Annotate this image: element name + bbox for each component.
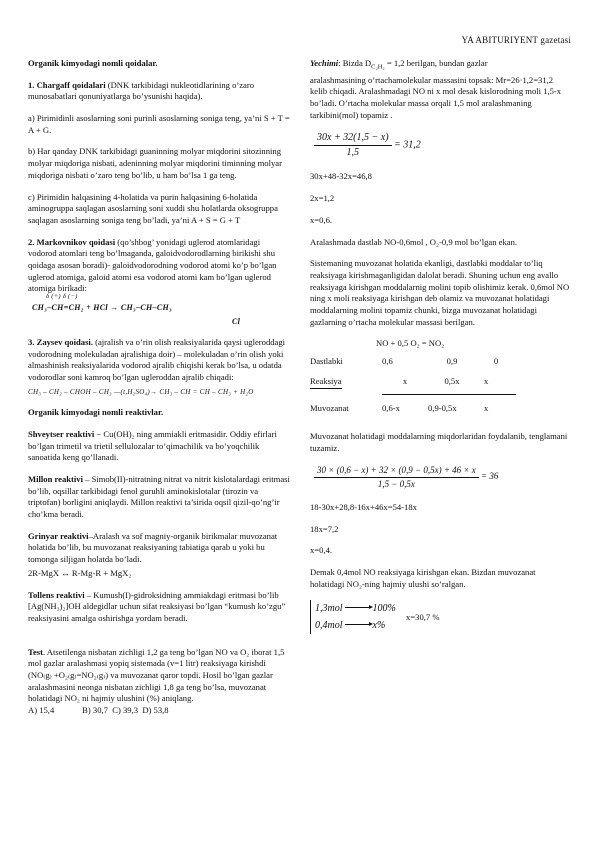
proportion — [310, 600, 396, 634]
cell-no2: 0 — [493, 356, 499, 367]
final-result: x=30,7 % — [406, 612, 440, 623]
newspaper-header: YA ABITURIYENT gazetasi — [461, 35, 571, 45]
step-6: x=0,4. — [310, 545, 333, 556]
chargaff-paragraph — [28, 80, 290, 103]
step-5: 18x=7,2 — [310, 523, 339, 534]
arrow-icon — [345, 624, 371, 625]
cell-no2: x — [484, 403, 489, 414]
markovnikov-charges: δ (+) δ (−) — [46, 293, 78, 300]
rules-title: Organik kimyodagi nomli qoidalar. — [28, 58, 158, 68]
millon-paragraph — [28, 474, 290, 521]
markovnikov-equation-block — [28, 293, 290, 329]
cell-no2: x — [476, 374, 516, 395]
test-text: . Atsetilenga nisbatan zichligi 1,2 ga teng bo’lgan NO va O₂ iborat 1,5 mol gazlar aralashmasi yopiq sistemada (v=1 litr) reaksiyaga kirishdi (NO₍g₎ +O₂₍g₎=NO₂₍g₎) va muvozanat qaror topdi. Hosil bo’lgan gazlar aralashmasini neonga nisbatan zichligi 1,8 ga teng bo’lsa, muvozanat holatidagi NO₂ ni hajmiy ulushini (%) aniqlang. — [28, 646, 285, 704]
solution-paragraph-1: aralashmasining o’rtachamolekular massasini topsak: Mr=26·1,2=31,2 kelib chiqadi. Aralashmadagi NO ni x mol desak kislorodning moli 1,5-x bo’ladi. O’rtacha molekular massa orqali 1,5 mol aralashmaning tarkibini(mol) topamiz . — [310, 74, 562, 120]
proportion-block — [310, 600, 572, 644]
left-column — [28, 58, 290, 727]
equation-1-denominator: 1,5 — [346, 146, 360, 158]
millon-text: – Simob(II)-nitratning nitrat va nitrit kislotalardagi eritmasi bo’lib, oqsillar tarkibidagi fenol guruhli aminokislotalar (tirozin va triptofan) borligini aniqlaydi. Millon reaktivi ta’sirida oqsil qizil-qo’ng’ir cho’kma beradi. — [28, 474, 290, 520]
row-label: Muvozanat — [310, 402, 349, 413]
markovnikov-chlorine: Cl — [232, 317, 241, 326]
test-label: Test — [28, 646, 43, 657]
proportion-2-left: 0,4mol — [315, 620, 343, 632]
solution-paragraph-4: Muvozanat holatidagi moddalarning miqdorlaridan foydalanib, tenglamani tuzamiz. — [310, 431, 568, 453]
equation-1-fraction — [314, 131, 392, 159]
reaction-table — [310, 354, 516, 421]
zaysev-text: (ajralish va o’rin olish reaksiyalarida qaysi ugleroddagi vodorodning molekuladan ajralishiga doir) – molekuladan o’rin olish yoki almashinish reaksiyalarida vodorod ajralib chiqishi kerak bo’lsa, u odatda vodorodlar soni kamroq bo’lgan ugleroddan ajralib chiqadi: — [28, 337, 286, 383]
equation-2 — [314, 464, 572, 489]
proportion-line-2 — [315, 617, 396, 634]
cell-no: x — [382, 374, 428, 395]
table-row — [310, 395, 516, 422]
solution-paragraph-2: Aralashmada dastlab NO-0,6mol , O₂-0,9 mol bo’lgan ekan. — [310, 236, 518, 247]
shveytser-name: Shveytser reaktivi — [28, 428, 95, 439]
cell-o2: 0,9-0,5x — [428, 403, 457, 414]
proportion-2-right: x% — [372, 620, 386, 632]
tollens-name: Tollens reaktivi — [28, 589, 85, 600]
solution-given-rest: berilgan, bundan gazlar — [404, 58, 488, 68]
solution-given-value: = 1,2 — [384, 58, 405, 68]
test-answers: A) 15,4 B) 30,7 C) 39,3 D) 53,8 — [28, 705, 169, 716]
solution-given-subscript: C₂H₂ — [371, 63, 385, 71]
shveytser-text: − Cu(OH)₂ ning ammiakli eritmasidir. Oddiy efirlari bo’lgan trimetil va trietil sellulozalar to’qimachilik va bo’yoqchilik sanoatida keng qo’llanadi. — [28, 428, 277, 463]
equation-2-fraction — [314, 464, 479, 489]
row-label — [310, 374, 382, 395]
proportion-1-left: 1,3mol — [315, 603, 343, 615]
chargaff-heading: 1. Chargaff qoidalari — [28, 79, 106, 90]
zaysev-equation: CH₃ – CH₂ – CHOH – CH₃ —(t,H₂SO₄)→ CH₃ – CH = CH – CH₃ + H₂O — [28, 387, 254, 396]
grinyar-name: Grinyar reaktivi — [28, 530, 89, 541]
markovnikov-paragraph — [28, 237, 290, 295]
zaysev-heading: 3. Zaysev qoidasi. — [28, 337, 93, 347]
shveytser-paragraph — [28, 429, 290, 464]
right-column — [310, 58, 572, 644]
proportion-1-right: 100% — [372, 603, 396, 615]
cell-no: 0,6 — [382, 356, 393, 367]
step-1: 30x+48-32x=46,8 — [310, 171, 372, 182]
equation-1-rhs: = 31,2 — [394, 139, 421, 151]
equation-1-numerator: 30x + 32(1,5 − x) — [314, 131, 392, 146]
step-4: 18-30x+28,8-16x+46x=54-18x — [310, 501, 417, 512]
reaction-equation: NO + 0,5 O₂ = NO₂ — [376, 338, 445, 349]
solution-paragraph-3: Sistemaning muvozanat holatida ekanligi, dastlabki moddalar to’liq reaksiyaga kirishmaganligidan dalolat beradi. Shuning uchun eng avallo reaksiyaga kirishgan moddalarnig molini topib olishimiz kerak. 0,6mol NO ning x moli reaksiyaga kirishgan deb olamiz va muvozanat holatidagi moddalarning molini topamiz chunki, bizga muvozanat holatidagi gazlarning o’rtacha molekular massasi berilgan. — [310, 258, 570, 327]
grinyar-equation: 2R-MgX ↔ R-Mg-R + MgX₂ — [28, 567, 132, 578]
solution-label: Yechimi — [310, 58, 339, 68]
chargaff-rule-a: a) Pirimidinli asoslarning soni purinli asoslarning soniga teng, ya’ni S + T = A + G. — [28, 113, 290, 135]
chargaff-rule-b: b) Har qanday DNK tarkibidagi guaninning molyar miqdorini sitozinning molyar miqdoriga nisbati, adeninning molyar miqdorini timinning molyar miqdoriga nisbati o’zaro teng bo’lib, u ham bo’lsa 1 ga teng. — [28, 146, 282, 180]
solution-intro — [310, 58, 572, 73]
cell-no: 0,6-x — [382, 403, 400, 414]
arrow-icon — [345, 607, 371, 608]
millon-name: Millon reaktivi — [28, 474, 83, 485]
grinyar-paragraph — [28, 531, 290, 566]
cell-o2: 0,9 — [446, 356, 458, 367]
equation-2-rhs: = 36 — [481, 471, 499, 482]
zaysev-paragraph — [28, 337, 290, 384]
solution-given: : Bizda D — [338, 58, 372, 68]
tollens-paragraph — [28, 590, 290, 625]
row-label: Dastlabki — [310, 356, 343, 367]
equation-2-numerator: 30 × (0,6 − x) + 32 × (0,9 − 0,5x) + 46 × x — [314, 464, 479, 477]
cell-o2: 0,5x — [428, 374, 476, 395]
equation-1 — [314, 131, 572, 159]
table-row — [310, 374, 516, 395]
step-3: x=0,6. — [310, 214, 333, 225]
reactives-title: Organik kimyodagi nomli reaktivlar. — [28, 407, 164, 418]
equation-2-denominator: 1,5 − 0,5x — [377, 478, 415, 489]
row-label-text: Reaksiya — [310, 376, 342, 389]
grinyar-text: –Aralash va sof magniy-organik birikmalar muvozanat holatida bo’lib, bu muvozanat reaksiyaning tabiatiga qarab u yoki bu tomonga siljigan holatda bo’ladi. — [28, 530, 278, 565]
markovnikov-text: (qo’shbog’ yonidagi uglerod atomlaridagi vodorod atomlari teng bo’lmaganda, galoidvodorodlarning birikishi shu qoidaga asosan boradi)- galoidvodorodning vodorod atomi ko’p bo’lgan uglerod atomiga, galoid atomi esa vodorod atomi kam bo’lgan uglerod atomiga birikadi: — [28, 236, 277, 294]
markovnikov-heading: 2. Markovnikov qoidasi — [28, 236, 116, 247]
chargaff-rule-c: c) Pirimidin halqasining 4-holatida va purin halqasining 6-holatida aminogruppa saqlagan asoslarning soni xuddi shu holatlarda oksogruppa saqlagan asoslarning soniga teng bo’ladi, ya’ni A + S = G + T — [28, 191, 278, 225]
table-row — [310, 354, 516, 374]
test-question — [28, 647, 290, 705]
step-2: 2x=1,2 — [310, 193, 335, 204]
markovnikov-equation: CH₃–CH=CH₂ + HCl → CH₃–CH–CH₃ — [32, 303, 173, 312]
proportion-line-1 — [315, 600, 396, 617]
tollens-text: – Kumush(I)-gidroksidning ammiakdagi eritmasi bo’lib [Ag(NH₃)₂]OH aldegidlar uchun sifat reaksiyasi bo’lgan “kumush ko’zgu” reaksiyasini amalga oshirishga yordam beradi. — [28, 589, 286, 623]
chargaff-intro: (DNK tarkibidagi nukleotidlarining o’zaro munosabatlari qonuniyatlarga bo’ysunishi haqida). — [28, 79, 255, 102]
solution-paragraph-5: Demak 0,4mol NO reaksiyaga kirishgan ekan. Bizdan muvozanat holatidagi NO₂-ning hajmiy ulushi so’ralgan. — [310, 566, 536, 589]
